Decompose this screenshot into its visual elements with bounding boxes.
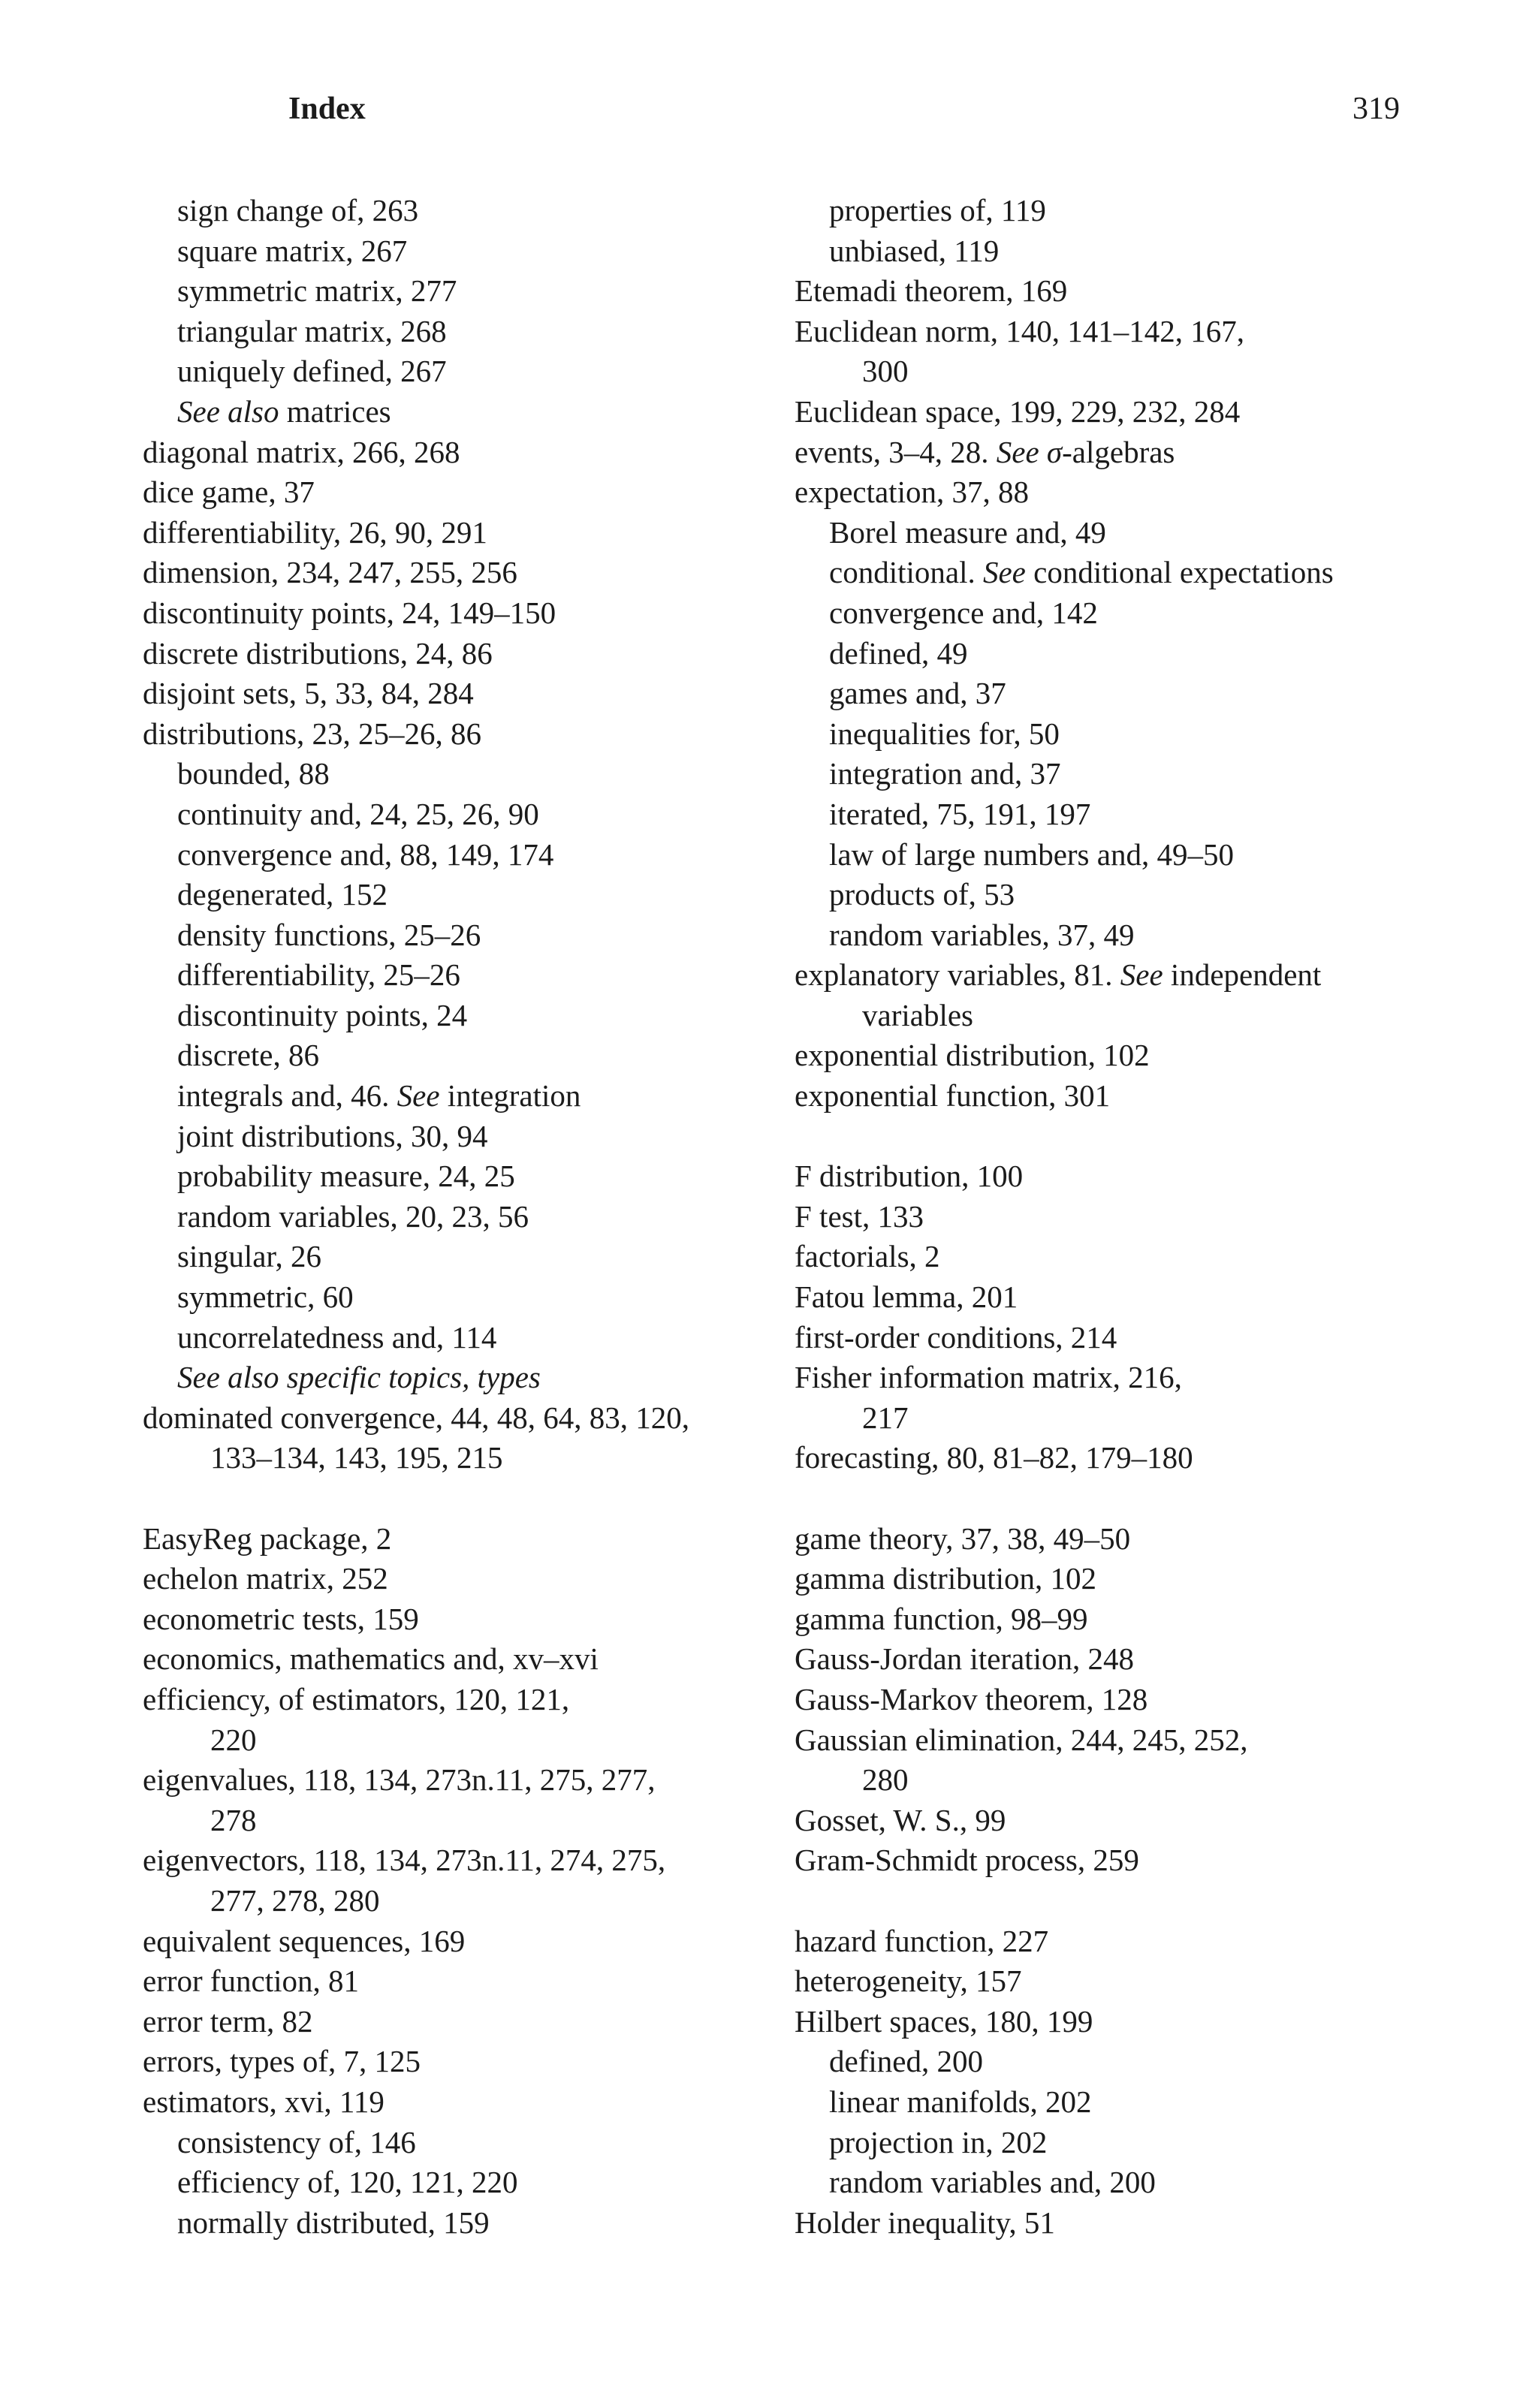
index-entry (795, 312, 1410, 352)
index-subentry (143, 955, 789, 996)
index-text: Hilbert spaces, 180, 199 (795, 2003, 1093, 2039)
index-entry (795, 472, 1410, 513)
index-entry (143, 553, 789, 593)
index-subentry (143, 392, 789, 432)
index-cross-reference: See σ (996, 434, 1063, 469)
index-text: explanatory variables, 81. (795, 957, 1120, 993)
index-text: conditional expectations (1025, 555, 1334, 590)
index-text: Gauss-Jordan iteration, 248 (795, 1641, 1135, 1677)
index-text: convergence and, 142 (829, 595, 1098, 630)
section-gap (795, 1881, 1410, 1921)
index-text: random variables and, 200 (829, 2165, 1156, 2200)
index-subentry (143, 351, 789, 392)
index-text: bounded, 88 (177, 756, 330, 791)
index-text: hazard function, 227 (795, 1923, 1049, 1958)
index-subentry (143, 2203, 789, 2244)
index-text: factorials, 2 (795, 1239, 940, 1274)
index-entry-continuation (795, 1398, 1410, 1439)
index-text: discrete distributions, 24, 86 (143, 635, 493, 671)
index-text: integrals and, 46. (177, 1078, 397, 1114)
index-column-left (143, 191, 789, 2243)
index-subentry (143, 794, 789, 835)
index-entry (143, 2002, 789, 2042)
index-entry (795, 1035, 1410, 1076)
index-text: iterated, 75, 191, 197 (829, 796, 1091, 831)
index-entry (143, 2042, 789, 2082)
index-cross-reference: See (1120, 957, 1163, 993)
index-entry (143, 634, 789, 674)
index-text: discrete, 86 (177, 1038, 319, 1073)
index-text: Gram-Schmidt process, 259 (795, 1843, 1139, 1878)
index-text: 220 (210, 1722, 257, 1757)
index-subentry (795, 593, 1410, 634)
index-entry (143, 1398, 789, 1439)
index-text: events, 3–4, 28. (795, 434, 997, 469)
index-subentry (143, 312, 789, 352)
index-entry (143, 714, 789, 755)
index-text: law of large numbers and, 49–50 (829, 836, 1234, 872)
index-cross-reference: See also (177, 393, 279, 429)
index-subentry (143, 1277, 789, 1318)
index-subentry (795, 2162, 1410, 2203)
index-text: 278 (210, 1802, 257, 1837)
index-text: probability measure, 24, 25 (177, 1159, 515, 1194)
index-text: degenerated, 152 (177, 877, 388, 912)
index-entry (795, 1961, 1410, 2002)
index-entry (143, 1559, 789, 1599)
index-entry (143, 1639, 789, 1680)
running-header-title: Index (288, 92, 366, 126)
index-text: eigenvectors, 118, 134, 273n.11, 274, 275, (143, 1843, 666, 1878)
index-subentry (143, 1197, 789, 1237)
index-subentry (143, 231, 789, 272)
index-entry (795, 1921, 1410, 1962)
index-text: game theory, 37, 38, 49–50 (795, 1520, 1131, 1556)
section-gap (795, 1478, 1410, 1519)
index-entry (143, 593, 789, 634)
index-text: gamma function, 98–99 (795, 1601, 1088, 1636)
index-text: error function, 81 (143, 1963, 360, 1999)
index-text: Borel measure and, 49 (829, 514, 1106, 550)
index-subentry (795, 2082, 1410, 2123)
index-entry (795, 1680, 1410, 1720)
index-text: inequalities for, 50 (829, 716, 1060, 751)
index-entry (795, 2002, 1410, 2042)
index-text: Gosset, W. S., 99 (795, 1802, 1006, 1837)
index-text: discontinuity points, 24 (177, 997, 468, 1032)
index-text: discontinuity points, 24, 149–150 (143, 595, 556, 630)
index-text: Gauss-Markov theorem, 128 (795, 1681, 1148, 1716)
index-entry (795, 1720, 1410, 1761)
index-text: singular, 26 (177, 1239, 321, 1274)
index-text: dice game, 37 (143, 475, 315, 510)
index-text: triangular matrix, 268 (177, 313, 447, 348)
index-entry (143, 432, 789, 473)
index-entry (795, 1639, 1410, 1680)
index-entry (795, 1318, 1410, 1358)
index-text: symmetric, 60 (177, 1279, 354, 1315)
index-text: continuity and, 24, 25, 26, 90 (177, 796, 539, 831)
index-text: dominated convergence, 44, 48, 64, 83, 120, (143, 1400, 689, 1435)
index-text: heterogeneity, 157 (795, 1963, 1022, 1999)
index-subentry (143, 1035, 789, 1076)
index-subentry (143, 271, 789, 312)
index-subentry (795, 915, 1410, 956)
index-text: F distribution, 100 (795, 1159, 1024, 1194)
index-subentry (795, 2042, 1410, 2082)
index-cross-reference: See (982, 555, 1026, 590)
index-entry (795, 1156, 1410, 1197)
index-subentry (795, 714, 1410, 755)
index-entry (795, 432, 1410, 473)
index-subentry (795, 875, 1410, 915)
index-text: echelon matrix, 252 (143, 1561, 388, 1596)
index-entry (143, 513, 789, 553)
index-entry (795, 271, 1410, 312)
index-subentry (143, 1156, 789, 1197)
index-text: unbiased, 119 (829, 233, 1000, 268)
index-subentry (795, 634, 1410, 674)
index-entry (143, 674, 789, 714)
index-entry-continuation (143, 1801, 789, 1841)
index-text: eigenvalues, 118, 134, 273n.11, 275, 277, (143, 1762, 656, 1798)
index-text: properties of, 119 (829, 193, 1046, 228)
index-text: first-order conditions, 214 (795, 1319, 1117, 1355)
index-entry (143, 472, 789, 513)
index-text: dimension, 234, 247, 255, 256 (143, 555, 517, 590)
index-subentry (143, 191, 789, 231)
index-subentry (143, 875, 789, 915)
index-text: integration (439, 1078, 581, 1114)
index-subentry (143, 1076, 789, 1117)
index-text: density functions, 25–26 (177, 917, 481, 952)
index-entry (795, 1277, 1410, 1318)
index-entry (143, 1840, 789, 1881)
index-entry-continuation (795, 1760, 1410, 1801)
index-subentry (143, 1117, 789, 1157)
index-text: Gaussian elimination, 244, 245, 252, (795, 1722, 1248, 1757)
index-entry (795, 955, 1410, 996)
index-text: equivalent sequences, 169 (143, 1923, 466, 1958)
index-entry-continuation (143, 1720, 789, 1761)
index-text: exponential distribution, 102 (795, 1038, 1150, 1073)
index-text: defined, 49 (829, 635, 968, 671)
index-entry (795, 1197, 1410, 1237)
index-entry (795, 1438, 1410, 1478)
index-text: gamma distribution, 102 (795, 1561, 1096, 1596)
index-subentry (795, 754, 1410, 794)
page-number: 319 (1353, 92, 1400, 126)
index-subentry (143, 996, 789, 1036)
index-text: matrices (279, 393, 391, 429)
index-text: linear manifolds, 202 (829, 2084, 1092, 2119)
index-text: expectation, 37, 88 (795, 475, 1029, 510)
index-entry (795, 1801, 1410, 1841)
index-subentry (795, 513, 1410, 553)
index-text: 217 (862, 1400, 909, 1435)
index-text: independent (1163, 957, 1322, 993)
index-entry (143, 1599, 789, 1640)
index-text: efficiency of, 120, 121, 220 (177, 2165, 518, 2200)
index-entry-continuation (795, 996, 1410, 1036)
index-text: square matrix, 267 (177, 233, 408, 268)
index-text: EasyReg package, 2 (143, 1520, 392, 1556)
index-text: normally distributed, 159 (177, 2205, 490, 2240)
index-text: random variables, 37, 49 (829, 917, 1135, 952)
index-subentry (795, 674, 1410, 714)
index-column-right (795, 191, 1410, 2243)
index-subentry (143, 915, 789, 956)
index-subentry (795, 553, 1410, 593)
index-text: F test, 133 (795, 1198, 924, 1234)
index-text: estimators, xvi, 119 (143, 2084, 384, 2119)
index-text: 300 (862, 354, 909, 389)
index-text: products of, 53 (829, 877, 1015, 912)
index-subentry (795, 191, 1410, 231)
index-subentry (143, 2162, 789, 2203)
index-text: errors, types of, 7, 125 (143, 2044, 421, 2079)
index-text: projection in, 202 (829, 2124, 1048, 2159)
index-entry (795, 392, 1410, 432)
index-entry (795, 1519, 1410, 1560)
index-entry (143, 2082, 789, 2123)
index-entry-continuation (795, 351, 1410, 392)
index-text: exponential function, 301 (795, 1078, 1111, 1114)
index-entry (795, 1237, 1410, 1277)
index-text: diagonal matrix, 266, 268 (143, 434, 460, 469)
index-subentry (143, 754, 789, 794)
index-text: Fatou lemma, 201 (795, 1279, 1018, 1315)
index-text: games and, 37 (829, 676, 1006, 711)
index-text: random variables, 20, 23, 56 (177, 1198, 529, 1234)
index-subentry (143, 1358, 789, 1398)
index-text: variables (862, 997, 973, 1032)
index-subentry (795, 835, 1410, 875)
index-text: uniquely defined, 267 (177, 354, 447, 389)
index-subentry (143, 1318, 789, 1358)
index-entry (795, 1559, 1410, 1599)
index-text: Euclidean space, 199, 229, 232, 284 (795, 393, 1241, 429)
index-subentry (143, 835, 789, 875)
index-text: Euclidean norm, 140, 141–142, 167, (795, 313, 1244, 348)
index-text: forecasting, 80, 81–82, 179–180 (795, 1440, 1193, 1475)
index-entry (795, 1076, 1410, 1117)
index-subentry (795, 231, 1410, 272)
index-text: differentiability, 25–26 (177, 957, 460, 993)
section-gap (795, 1117, 1410, 1157)
index-subentry (795, 2123, 1410, 2163)
index-text: 277, 278, 280 (210, 1882, 380, 1918)
index-text: 280 (862, 1762, 909, 1798)
index-text: sign change of, 263 (177, 193, 419, 228)
index-text: uncorrelatedness and, 114 (177, 1319, 497, 1355)
section-gap (143, 1478, 789, 1519)
index-subentry (795, 794, 1410, 835)
index-entry (143, 1519, 789, 1560)
index-text: 133–134, 143, 195, 215 (210, 1440, 503, 1475)
index-text: -algebras (1062, 434, 1175, 469)
index-cross-reference: See (397, 1078, 440, 1114)
index-entry (795, 1840, 1410, 1881)
index-entry (143, 1921, 789, 1962)
index-entry (795, 2203, 1410, 2244)
index-entry (143, 1680, 789, 1720)
index-text: efficiency, of estimators, 120, 121, (143, 1681, 570, 1716)
index-subentry (143, 1237, 789, 1277)
index-text: consistency of, 146 (177, 2124, 416, 2159)
index-text: econometric tests, 159 (143, 1601, 419, 1636)
index-text: convergence and, 88, 149, 174 (177, 836, 554, 872)
index-text: distributions, 23, 25–26, 86 (143, 716, 482, 751)
index-text: error term, 82 (143, 2003, 313, 2039)
index-entry (795, 1358, 1410, 1398)
index-text: Etemadi theorem, 169 (795, 273, 1068, 309)
index-text: integration and, 37 (829, 756, 1061, 791)
index-text: defined, 200 (829, 2044, 983, 2079)
index-text: economics, mathematics and, xv–xvi (143, 1641, 599, 1677)
index-entry-continuation (143, 1881, 789, 1921)
index-text: symmetric matrix, 277 (177, 273, 457, 309)
index-text: Fisher information matrix, 216, (795, 1360, 1182, 1395)
index-text: differentiability, 26, 90, 291 (143, 514, 487, 550)
index-entry (795, 1599, 1410, 1640)
index-entry (143, 1760, 789, 1801)
index-text: conditional. (829, 555, 983, 590)
index-text: Holder inequality, 51 (795, 2205, 1055, 2240)
index-entry-continuation (143, 1438, 789, 1478)
index-entry (143, 1961, 789, 2002)
index-text: joint distributions, 30, 94 (177, 1118, 488, 1153)
index-text: disjoint sets, 5, 33, 84, 284 (143, 676, 474, 711)
index-subentry (143, 2123, 789, 2163)
index-cross-reference: See also specific topics, types (177, 1360, 541, 1395)
